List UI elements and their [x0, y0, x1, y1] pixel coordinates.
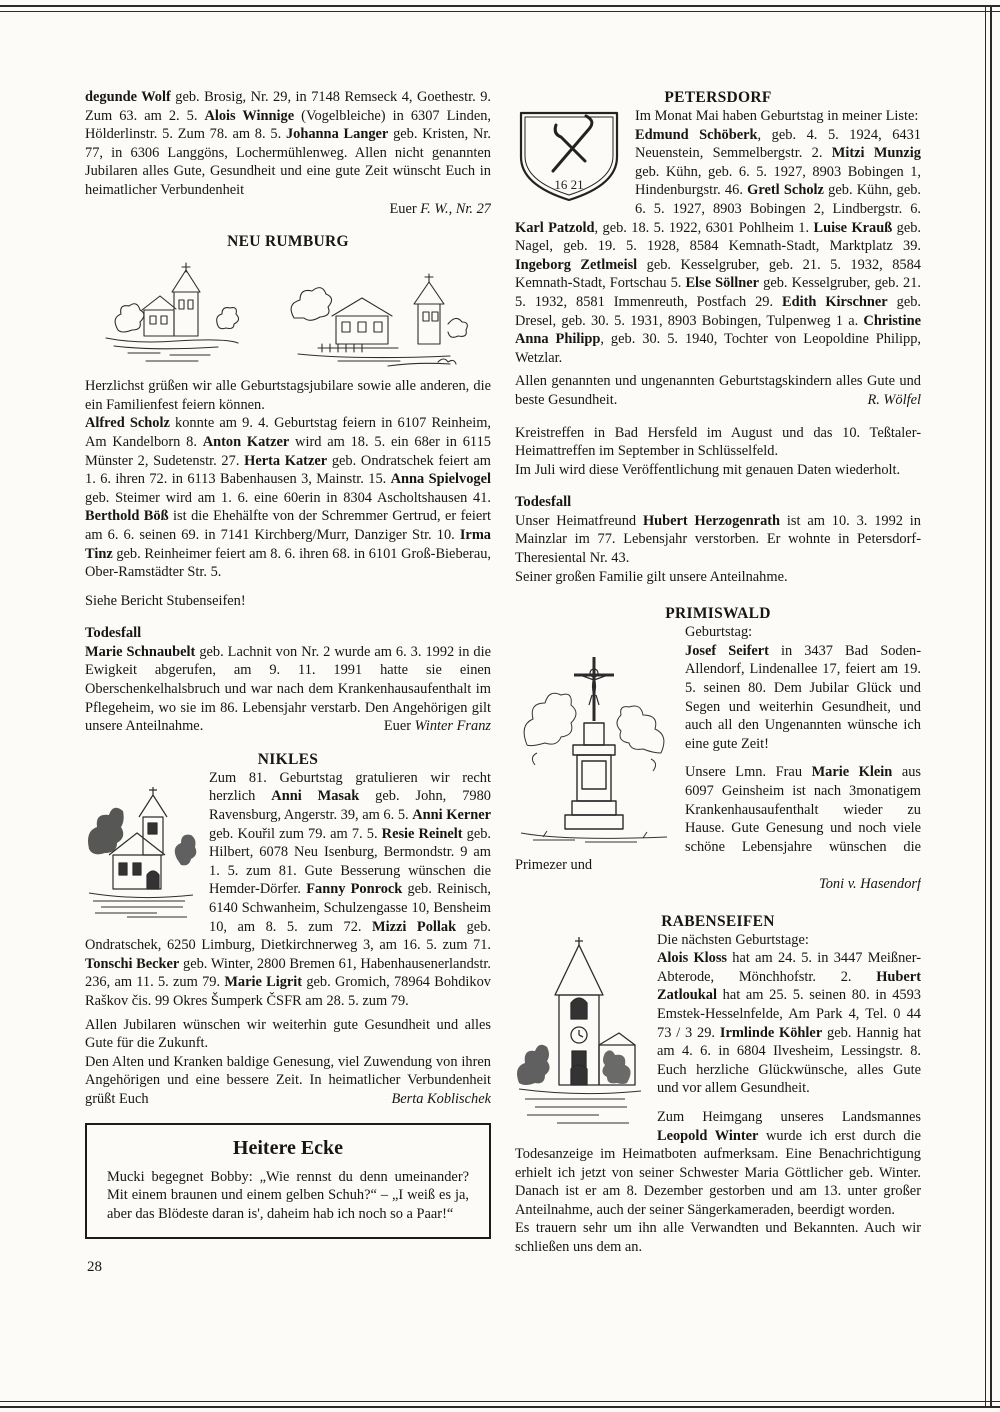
- nikles-paragraph-3: Den Alten und Kranken baldige Genesung, viel Zuwendung von ihren Angehörigen und eine bessere Zeit. In heimatlicher Verbundenheit grüßt Euch: [85, 1053, 491, 1107]
- neu-rumburg-paragraph-1: Herzlichst grüßen wir alle Geburtstagsjubilare sowie alle anderen, die ein Familienfest feiern können.: [85, 378, 491, 413]
- article-intro-continuation: [85, 88, 491, 218]
- page-frame-bottom-inner: [0, 1401, 1000, 1402]
- todesfall-left-signature: Euer Winter Franz: [383, 718, 491, 735]
- right-column: [515, 88, 921, 1276]
- article-title-primiswald: PRIMISWALD: [665, 605, 771, 623]
- primiswald-crucifix-sketch: [515, 625, 673, 850]
- article-title-neu-rumburg: NEU RUMBURG: [227, 233, 349, 251]
- rabenseifen-paragraph-2: Alois Kloss hat am 24. 5. in 3447 Meißner-Abterode, Mönchhofstr. 2. Hubert Zatloukal hat am 25. 5. seinen 80. in 4593 Emstek-Hesselnfelde, Am Park 4, Tel. 0 44 73 / 3 29. Irmlinde Köhler geb. Hannig hat am 4. 6. in 6804 Ilvesheim, Lessingstr. 8. Euch herzliche Glückwünsche, alles Gute und vor allem Gesundheit.: [657, 950, 921, 1097]
- petersdorf-paragraph-1: Im Monat Mai haben Geburtstag in meiner Liste:: [635, 108, 919, 124]
- todesfall-right-paragraph-2: Seiner großen Familie gilt unsere Anteilnahme.: [515, 568, 788, 585]
- petersdorf-paragraph-4: Kreistreffen in Bad Hersfeld im August und das 10. Teßtaler-Heimattreffen im September in Schlüsselfeld.: [515, 424, 921, 460]
- rabenseifen-paragraph-4: Es trauern sehr um ihn alle Verwandten und Bekannten. Auch wir schließen uns dem an.: [515, 1220, 921, 1256]
- page-frame-top-outer: [0, 5, 1000, 7]
- todesfall-left-title: Todesfall: [85, 625, 142, 642]
- nikles-paragraph-1: Zum 81. Geburtstag gratulieren wir recht herzlich Anni Masak geb. John, 7980 Ravensburg, Angerstr. 39, am 6. 5. Anni Kerner geb. Kouřil zum 79. am 7. 5. Resie Reinelt geb. Hilbert, 6078 Neu Isenburg, Bermondstr. 9 am 1. 5. zum 81. Gute Besserung wünschen die Hemder-Dörfer. Fanny Ponrock geb. Reinisch, 6140 Schwanheim, Schulzengasse 10, Bensheim 10, am 8. 5. zum 72. Mizzi Pollak geb. Ondratschek, 6250 Limburg, Dietkirchnerweg 3, am 16. 5. zum 71. Tonschi Becker geb. Winter, 2800 Bremen 61, Habenhausenerlandstr. 236, am 11. 5. zum 79. Marie Ligrit geb. Gromich, 78964 Bohdikov Raškov čis. 99 Okres Šumperk ČSFR am 28. 5. zum 79.: [85, 769, 491, 1009]
- article-title-nikles: NIKLES: [257, 750, 319, 768]
- primiswald-paragraph-1: Geburtstag:: [685, 624, 753, 641]
- page-frame-right-outer: [990, 5, 992, 1406]
- heitere-ecke-box: [85, 1123, 491, 1240]
- todesfall-right-paragraph-1: Unser Heimatfreund Hubert Herzogenrath ist am 10. 3. 1992 in Mainzlar im 77. Lebensjahr verstorben. Er wohnte in Petersdorf-Theresiental Nr. 43.: [515, 512, 921, 567]
- article-nikles: [85, 736, 491, 1109]
- rabenseifen-paragraph-1: Die nächsten Geburtstage:: [657, 931, 809, 948]
- page-frame-right-inner: [985, 5, 986, 1406]
- petersdorf-signature: R. Wölfel: [867, 391, 921, 408]
- nikles-church-sketch: [85, 771, 197, 924]
- intro-signature: Euer F. W., Nr. 27: [389, 200, 491, 217]
- left-column: [85, 88, 491, 1276]
- article-title-rabenseifen: RABENSEIFEN: [661, 912, 775, 930]
- article-neu-rumburg: [85, 218, 491, 610]
- primiswald-paragraph-2: Josef Seifert in 3437 Bad Soden-Allendorf, Lindenallee 17, feiert am 19. 5. seinen 80. Dem Jubilar Glück und Segen und weiterhin Gesundheit, und auch all den Ungenannten wünsche ich eine gute Zeit!: [685, 642, 921, 752]
- petersdorf-paragraph-2: Edmund Schöberk, geb. 4. 5. 1924, 6431 Neuenstein, Semmelbergstr. 2. Mitzi Munzig geb. Kühn, geb. 6. 5. 1927, 8903 Bobingen 1, Hindenburgstr. 46. Gretl Scholz geb. Kühn, geb. 6. 5. 1927, 8903 Bobingen 2, Lindbergstr. 6. Karl Patzold, geb. 18. 5. 1922, 6301 Pohlheim 1. Luise Krauß geb. Nagel, geb. 19. 5. 1928, 8584 Kemnath-Stadt, Marktplatz 39. Ingeborg Zetlmeisl geb. Kesselgruber, geb. 21. 5. 1932, 8584 Kemnath-Stadt, Fortschau 5. Else Söllner geb. Kesselgruber, geb. 21. 5. 1932, 8581 Immenreuth, Postfach 29. Edith Kirschner geb. Dresel, geb. 30. 5. 1931, 8903 Bobingen, Tulpenweg 1 a. Christine Anna Philipp, geb. 30. 5. 1940, Tochter von Leopoldine Philipp, Wetzlar.: [515, 126, 921, 366]
- neu-rumburg-village-sketch: [85, 258, 491, 370]
- nikles-paragraph-2: Allen Jubilaren wünschen wir weiterhin gute Gesundheit und alles Gute für die Zukunft.: [85, 1016, 491, 1052]
- todesfall-left-body: Marie Schnaubelt geb. Lachnit von Nr. 2 wurde am 6. 3. 1992 in die Ewigkeit abgerufen, am 9. 11. 1991 hatte sie einen Oberschenkelhalsbruch und war nach dem Krankenhausaufenthalt im Pflegeheim, wo sie im 86. Lebensjahr verstarb. Den Angehörigen gilt unsere Anteilnahme.: [85, 643, 491, 735]
- petersdorf-shield-drawing: [515, 109, 623, 205]
- primiswald-signature: Toni v. Hasendorf: [819, 875, 921, 892]
- shield-year-text: 16 21: [554, 177, 584, 192]
- neu-rumburg-paragraph-2: Alfred Scholz konnte am 9. 4. Geburtstag feiern in 6107 Reinheim, Am Kandelborn 8. Anton Katzer wird am 18. 5. ein 68er in 6115 Münster 2, Sudetenstr. 27. Herta Katzer geb. Ondratschek feiert am 1. 6. ihren 72. in 6113 Babenhausen 3, Mainstr. 15. Anna Spielvogel geb. Steimer wird am 1. 6. eine 60erin in 8304 Ascholtshausen 41. Berthold Böß ist die Ehehälfte von der Schremmer Gertrud, er feiert am 6. 6. seinen 69. in 7141 Kirchberg/Murr, Danziger Str. 10. Irma Tinz geb. Reinheimer feiert am 8. 6. ihren 68. in 6101 Groß-Bieberau, Ober-Ramstädter Str. 5.: [85, 415, 491, 581]
- petersdorf-paragraph-5: Im Juli wird diese Veröffentlichung mit genauen Daten wiederholt.: [515, 461, 901, 478]
- neu-rumburg-paragraph-3: Siehe Bericht Stubenseifen!: [85, 592, 246, 609]
- article-heitere-ecke: [85, 1109, 491, 1240]
- article-petersdorf: [515, 88, 921, 479]
- heitere-ecke-body: Mucki begegnet Bobby: „Wie rennst du denn umeinander? Mit einem braunen und einem gelben Schuh?“ – „I weiß es ja, aber das Blödeste daran is', daheim hab ich noch so a Paar!“: [107, 1168, 469, 1222]
- article-todesfall-left: [85, 610, 491, 736]
- nikles-church-drawing: [85, 771, 197, 919]
- article-rabenseifen: [515, 894, 921, 1257]
- todesfall-right-title: Todesfall: [515, 494, 572, 511]
- article-todesfall-right: [515, 479, 921, 586]
- primiswald-crucifix-drawing: [515, 625, 673, 845]
- article-primiswald: [515, 586, 921, 893]
- page-number: 28: [87, 1259, 102, 1276]
- petersdorf-coat-of-arms: [515, 109, 623, 210]
- rabenseifen-church-drawing: [515, 933, 645, 1129]
- nikles-signature: Berta Koblischek: [391, 1090, 491, 1107]
- intro-paragraph: degunde Wolf geb. Brosig, Nr. 29, in 7148 Remseck 4, Goethestr. 9. Zum 63. am 2. 5. Alois Winnige (Vogelbleiche) in 6307 Linden, Hölderlinstr. 5. Zum 78. am 8. 5. Johanna Langer geb. Kristen, Nr. 77, in 6306 Langgöns, Lochermühlenweg. Allen nicht genannten Jubilaren alles Gute, Gesundheit und eine gute Zeit wünscht Euch in heimatlicher Verbundenheit: [85, 89, 491, 198]
- heitere-ecke-title: Heitere Ecke: [232, 1136, 344, 1159]
- rabenseifen-paragraph-3: Zum Heimgang unseres Landsmannes Leopold Winter wurde ich erst durch die Todesanzeige im Heimatboten aufmerksam. Eine Benachrichtigung erhielt ich jetzt von seiner Schwester Maria Göttlicher geb. Winter. Danach ist er am 8. Dezember gestorben und am 13. unter großer Anteilnahme, auch der seiner Sängerkameraden, beerdigt worden.: [515, 1108, 921, 1218]
- page-content: [85, 88, 921, 1276]
- page-frame-bottom-outer: [0, 1406, 1000, 1408]
- petersdorf-paragraph-3: Allen genannten und ungenannten Geburtstagskindern alles Gute und beste Gesundheit.: [515, 373, 921, 408]
- primiswald-paragraph-3: Unsere Lmn. Frau Marie Klein aus 6097 Geinsheim ist nach 3monatigem Krankenhausaufenthalt wieder zu Hause. Gute Genesung und noch viele schöne Lebensjahre wünschen die Primezer und: [515, 764, 921, 874]
- page-frame-top-inner: [0, 11, 1000, 12]
- article-title-petersdorf: PETERSDORF: [664, 89, 772, 106]
- rabenseifen-church-tower-sketch: [515, 933, 645, 1134]
- village-church-sketch-drawing: [88, 258, 488, 370]
